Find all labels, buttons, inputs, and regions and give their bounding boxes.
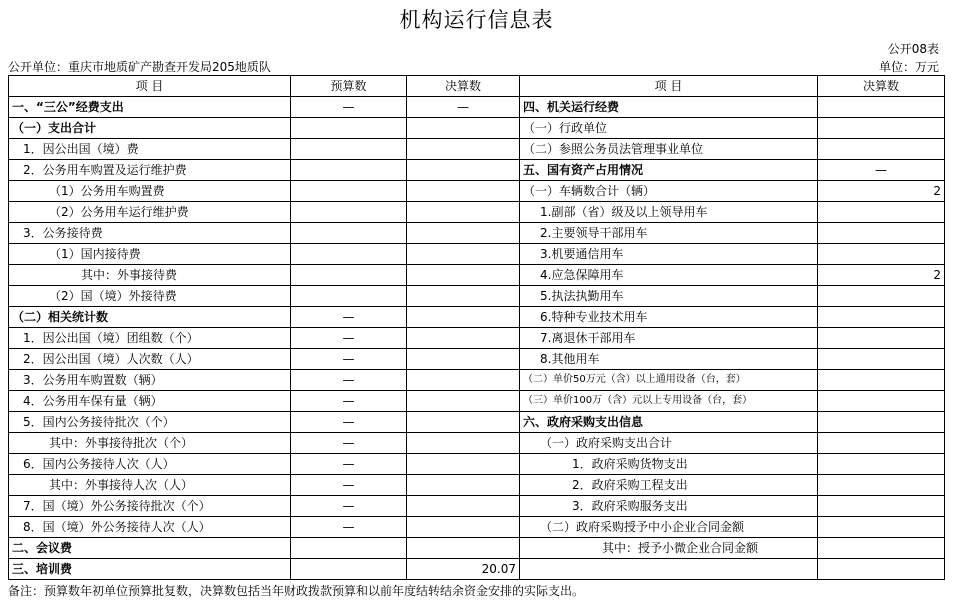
final-cell <box>407 118 520 139</box>
budget-cell: — <box>291 433 407 454</box>
budget-cell: — <box>291 349 407 370</box>
final-cell <box>407 433 520 454</box>
budget-cell <box>291 286 407 307</box>
left-item: 3．公务接待费 <box>9 223 291 244</box>
table-row <box>9 475 945 496</box>
budget-cell <box>291 265 407 286</box>
budget-cell: — <box>291 307 407 328</box>
right-final-cell <box>818 118 945 139</box>
final-cell <box>407 160 520 181</box>
left-item: 7．国（境）外公务接待批次（个） <box>9 496 291 517</box>
right-item: 1．政府采购货物支出 <box>520 454 818 475</box>
right-item: （二）参照公务员法管理事业单位 <box>520 139 818 160</box>
header-final-right: 决算数 <box>818 76 945 97</box>
table-row <box>9 328 945 349</box>
table-row <box>9 202 945 223</box>
table-row <box>9 433 945 454</box>
header-item: 项 目 <box>9 76 291 97</box>
budget-cell <box>291 538 407 559</box>
right-final-cell <box>818 538 945 559</box>
budget-cell: — <box>291 328 407 349</box>
table-row <box>9 223 945 244</box>
table-row <box>9 496 945 517</box>
right-final-cell <box>818 391 945 412</box>
right-final-cell <box>818 139 945 160</box>
final-cell <box>407 265 520 286</box>
final-cell <box>407 202 520 223</box>
final-cell <box>407 517 520 538</box>
final-cell <box>407 181 520 202</box>
final-cell <box>407 139 520 160</box>
budget-cell <box>291 202 407 223</box>
left-item: 其中：外事接待人次（人） <box>9 475 291 496</box>
budget-cell: — <box>291 391 407 412</box>
table-row <box>9 517 945 538</box>
right-item: 其中：授予小微企业合同金额 <box>520 538 818 559</box>
budget-cell <box>291 244 407 265</box>
right-item: （一）政府采购支出合计 <box>520 433 818 454</box>
table-row <box>9 559 945 580</box>
table-row <box>9 244 945 265</box>
right-final-cell: — <box>818 160 945 181</box>
table-row <box>9 391 945 412</box>
budget-cell <box>291 181 407 202</box>
right-final-cell <box>818 370 945 391</box>
right-final-cell: 2 <box>818 265 945 286</box>
budget-cell: — <box>291 412 407 433</box>
right-item: 四、机关运行经费 <box>520 97 818 118</box>
table-row <box>9 118 945 139</box>
left-item: 二、会议费 <box>9 538 291 559</box>
table-row <box>9 454 945 475</box>
budget-cell <box>291 160 407 181</box>
left-item: （二）相关统计数 <box>9 307 291 328</box>
budget-cell: — <box>291 97 407 118</box>
right-item: 7.离退休干部用车 <box>520 328 818 349</box>
right-final-cell: 2 <box>818 181 945 202</box>
final-cell <box>407 496 520 517</box>
right-item: 6.特种专业技术用车 <box>520 307 818 328</box>
left-item: 4．公务用车保有量（辆） <box>9 391 291 412</box>
budget-cell <box>291 223 407 244</box>
right-final-cell <box>818 349 945 370</box>
right-item: （三）单价100万（含）元以上专用设备（台，套） <box>520 391 818 412</box>
left-item: 2．因公出国（境）人次数（人） <box>9 349 291 370</box>
table-row <box>9 160 945 181</box>
table-row <box>9 370 945 391</box>
right-item: （二）政府采购授予中小企业合同金额 <box>520 517 818 538</box>
final-cell <box>407 475 520 496</box>
right-item: （一）行政单位 <box>520 118 818 139</box>
header-final: 决算数 <box>407 76 520 97</box>
final-cell: 20.07 <box>407 559 520 580</box>
right-item: 2．政府采购工程支出 <box>520 475 818 496</box>
table-row <box>9 307 945 328</box>
final-cell: — <box>407 97 520 118</box>
budget-cell <box>291 118 407 139</box>
form-number: 公开08表 <box>887 42 939 56</box>
final-cell <box>407 391 520 412</box>
right-item: 五、国有资产占用情况 <box>520 160 818 181</box>
right-item: 1.副部（省）级及以上领导用车 <box>520 202 818 223</box>
right-item: 5.执法执勤用车 <box>520 286 818 307</box>
left-item: 1．因公出国（境）费 <box>9 139 291 160</box>
table-row <box>9 265 945 286</box>
header-budget: 预算数 <box>291 76 407 97</box>
left-item: 8．国（境）外公务接待人次（人） <box>9 517 291 538</box>
right-final-cell <box>818 307 945 328</box>
table-row <box>9 349 945 370</box>
right-final-cell <box>818 454 945 475</box>
budget-cell: — <box>291 517 407 538</box>
right-final-cell <box>818 328 945 349</box>
right-item: 8.其他用车 <box>520 349 818 370</box>
left-item: 三、培训费 <box>9 559 291 580</box>
final-cell <box>407 223 520 244</box>
table-row <box>9 97 945 118</box>
final-cell <box>407 370 520 391</box>
left-item: （2）国（境）外接待费 <box>9 286 291 307</box>
left-item: 3．公务用车购置数（辆） <box>9 370 291 391</box>
left-item: 1．因公出国（境）团组数（个） <box>9 328 291 349</box>
left-item: 其中：外事接待费 <box>9 265 291 286</box>
right-final-cell <box>818 244 945 265</box>
table-row <box>9 181 945 202</box>
right-final-cell <box>818 412 945 433</box>
header-item-right: 项 目 <box>520 76 818 97</box>
left-item: （一）支出合计 <box>9 118 291 139</box>
left-item: 2．公务用车购置及运行维护费 <box>9 160 291 181</box>
right-final-cell <box>818 496 945 517</box>
final-cell <box>407 454 520 475</box>
final-cell <box>407 328 520 349</box>
left-item: （1）国内接待费 <box>9 244 291 265</box>
left-item: 6．国内公务接待人次（人） <box>9 454 291 475</box>
left-item: （2）公务用车运行维护费 <box>9 202 291 223</box>
right-item: 3.机要通信用车 <box>520 244 818 265</box>
budget-cell: — <box>291 454 407 475</box>
right-final-cell <box>818 517 945 538</box>
right-final-cell <box>818 223 945 244</box>
left-item: 其中：外事接待批次（个） <box>9 433 291 454</box>
table-row <box>9 139 945 160</box>
left-item: （1）公务用车购置费 <box>9 181 291 202</box>
final-cell <box>407 286 520 307</box>
budget-cell <box>291 559 407 580</box>
right-item: （二）单价50万元（含）以上通用设备（台，套） <box>520 370 818 391</box>
final-cell <box>407 349 520 370</box>
table-row <box>9 538 945 559</box>
budget-cell: — <box>291 475 407 496</box>
budget-cell: — <box>291 496 407 517</box>
info-table <box>8 75 945 580</box>
final-cell <box>407 412 520 433</box>
reporting-org: 公开单位：重庆市地质矿产勘查开发局205地质队 <box>8 60 271 74</box>
final-cell <box>407 244 520 265</box>
right-item: 六、政府采购支出信息 <box>520 412 818 433</box>
right-item: 3．政府采购服务支出 <box>520 496 818 517</box>
table-row <box>9 286 945 307</box>
right-final-cell <box>818 97 945 118</box>
right-item <box>520 559 818 580</box>
right-item: 2.主要领导干部用车 <box>520 223 818 244</box>
right-final-cell <box>818 475 945 496</box>
final-cell <box>407 307 520 328</box>
right-final-cell <box>818 286 945 307</box>
header-row <box>9 76 945 97</box>
left-item: 一、“三公”经费支出 <box>9 97 291 118</box>
right-item: （一）车辆数合计（辆） <box>520 181 818 202</box>
right-final-cell <box>818 202 945 223</box>
left-item: 5．国内公务接待批次（个） <box>9 412 291 433</box>
page-title: 机构运行信息表 <box>399 8 554 32</box>
currency-unit: 单位：万元 <box>878 60 939 74</box>
budget-cell <box>291 139 407 160</box>
final-cell <box>407 538 520 559</box>
right-item: 4.应急保障用车 <box>520 265 818 286</box>
table-row <box>9 412 945 433</box>
right-final-cell <box>818 559 945 580</box>
footnote: 备注：预算数年初单位预算批复数，决算数包括当年财政拨款预算和以前年度结转结余资金安排的实际支出。 <box>8 584 585 598</box>
right-final-cell <box>818 433 945 454</box>
budget-cell: — <box>291 370 407 391</box>
